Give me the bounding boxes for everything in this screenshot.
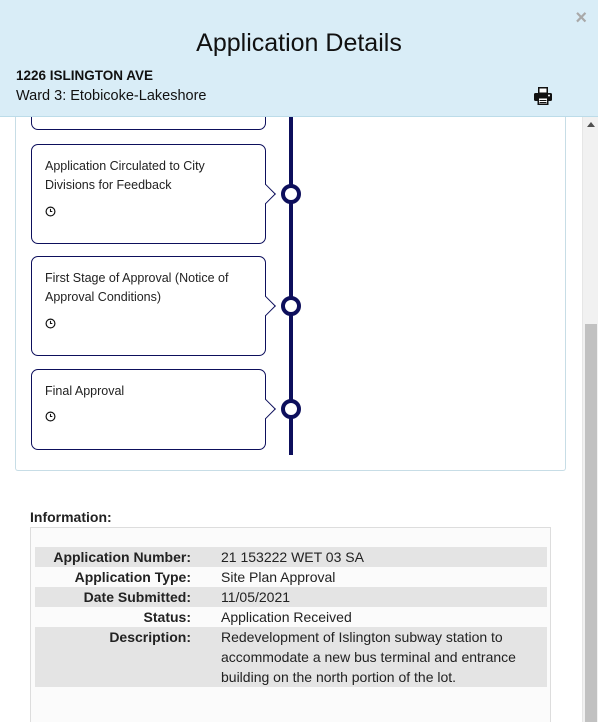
field-label: Application Type:	[74, 569, 191, 585]
information-panel	[30, 527, 551, 722]
field-label: Status:	[143, 609, 191, 625]
table-row	[35, 627, 547, 687]
application-timeline	[15, 117, 566, 471]
field-value: Site Plan Approval	[221, 569, 336, 585]
close-button[interactable]: ×	[575, 7, 587, 29]
modal-header	[0, 0, 598, 117]
clock-icon	[45, 411, 56, 422]
timeline-node	[281, 399, 301, 419]
scrollbar-thumb[interactable]	[585, 324, 597, 722]
timeline-card	[31, 144, 266, 244]
table-row	[35, 587, 547, 607]
information-heading: Information:	[30, 509, 112, 525]
field-value: 11/05/2021	[221, 587, 547, 607]
timeline-card-previous	[31, 117, 266, 130]
scroll-up-arrow-icon[interactable]	[587, 122, 595, 127]
field-value: 21 153222 WET 03 SA	[221, 547, 547, 567]
timeline-step-label: First Stage of Approval (Notice of Approval Conditions)	[45, 271, 229, 304]
timeline-card	[31, 369, 266, 450]
ward-label: Ward 3: Etobicoke-Lakeshore	[16, 88, 207, 104]
modal-body	[0, 117, 582, 722]
timeline-step-label: Application Circulated to City Divisions for Feedback	[45, 159, 205, 192]
timeline-node	[281, 184, 301, 204]
table-row	[35, 607, 547, 627]
table-row	[35, 547, 547, 567]
timeline-card	[31, 256, 266, 356]
clock-icon	[45, 318, 56, 329]
field-label: Description:	[35, 627, 191, 687]
table-row	[35, 567, 547, 587]
property-address: 1226 ISLINGTON AVE	[16, 68, 154, 83]
field-value: Application Received	[221, 609, 352, 625]
information-table	[35, 547, 547, 687]
field-label: Application Number:	[35, 547, 191, 567]
clock-icon	[45, 206, 56, 217]
field-label: Date Submitted:	[35, 587, 191, 607]
modal-title: Application Details	[196, 29, 402, 57]
timeline-step-label: Final Approval	[45, 384, 125, 398]
field-value: Redevelopment of Islington subway station to accommodate a new bus terminal and entrance building on the north portion of the lot.	[221, 627, 547, 687]
timeline-node	[281, 296, 301, 316]
printer-icon[interactable]	[533, 86, 553, 106]
vertical-scrollbar[interactable]	[582, 117, 598, 722]
